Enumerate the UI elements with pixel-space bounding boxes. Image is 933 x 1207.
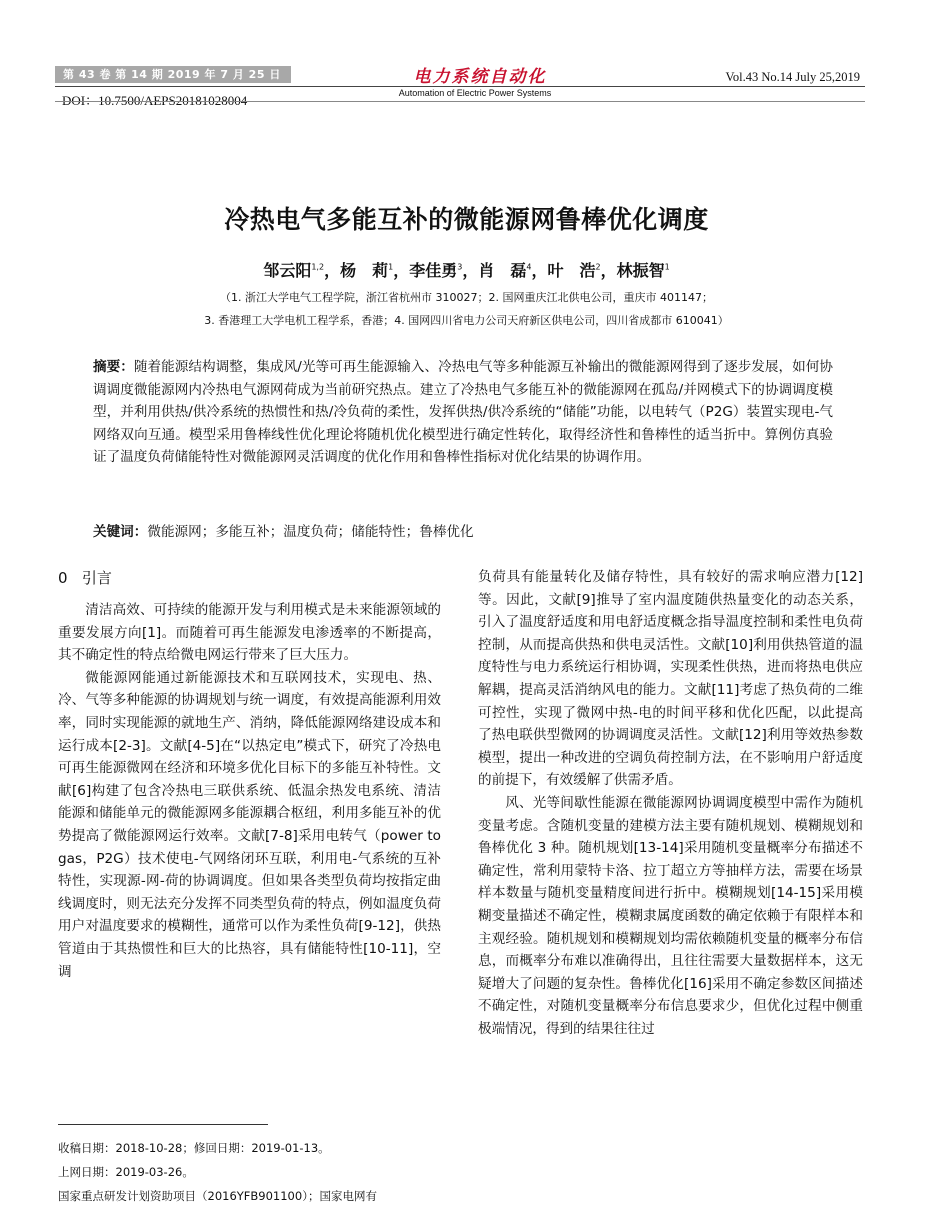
body-paragraph: 风、光等间歇性能源在微能源网协调调度模型中需作为随机变量考虑。含随机变量的建模方法主要有随机规划、模糊规划和鲁棒优化 3 种。随机规划[13-14]采用随机变量概率分布描述不确定性，常利用蒙特卡洛、拉丁超立方等抽样方法，需要在场景样本数量与随机变量精度间进行折中。模糊规划[14-15]采用模糊变量描述不确定性，模糊隶属度函数的确定依赖于有限样本和主观经验。随机规划和模糊规划均需依赖随机变量的概率分布信息，而概率分布难以准确得出，且往往需要大量数据样本，这无疑增大了问题的复杂性。鲁棒优化[16]采用不确定参数区间描述不确定性，对随机变量概率分布信息要求少，但优化过程中侧重极端情况，得到的结果往往过 [478,794,863,1037]
author-affiliation-mark: 2 [595,262,601,272]
author-affiliation-mark: 4 [526,262,532,272]
affiliation-line: （1. 浙江大学电气工程学院，浙江省杭州市 310027；2. 国网重庆江北供电公司，重庆市 401147； [220,291,713,304]
author: 杨 莉 [340,261,389,280]
author-list: 邹云阳$^{1,2}$，杨 莉$^1$，李佳勇$^3$，肖 磊$^4$，叶 浩$^2$，林振智$^1$ [263,261,670,280]
abstract [93,356,833,469]
doi[interactable]: DOI：10.7500/AEPS20181028004 [62,93,248,108]
author: 肖 磊 [478,261,527,280]
author-affiliation-mark: 1 [664,262,670,272]
author-affiliation-mark: 1 [388,262,394,272]
left-column [58,566,441,983]
issue-banner: 第 43 卷 第 14 期 2019 年 7 月 25 日 [55,66,291,83]
abstract-label: 摘要： [93,359,134,375]
affiliation-line: 3. 香港理工大学电机工程学系，香港；4. 国网四川省电力公司天府新区供电公司，四川省成都市 610041） [204,314,729,327]
author-affiliation-mark: 3 [457,262,463,272]
header-rule-bottom [55,101,865,102]
paper-title: 冷热电气多能互补的微能源网鲁棒优化调度 [224,205,709,234]
footnote-received: 收稿日期：2018-10-28；修回日期：2019-01-13。 [58,1141,330,1155]
author-affiliation-mark: 1,2 [311,262,325,272]
volume-info: Vol.43 No.14 July 25,2019 [725,70,860,84]
footnote-fund: 国家重点研发计划资助项目（2016YFB901100）；国家电网有 [58,1189,377,1203]
right-column [478,566,863,1040]
author: 邹云阳 [263,261,312,280]
section-number: 0 [58,569,68,587]
author: 林振智 [616,261,665,280]
body-paragraph: 清洁高效、可持续的能源开发与利用模式是未来能源领域的重要发展方向[1]。而随着可再生能源发电渗透率的不断提高，其不确定性的特点给微电网运行带来了巨大压力。 [58,602,441,664]
author: 李佳勇 [409,261,458,280]
author: 叶 浩 [547,261,596,280]
journal-logo: 电力系统自动化 [413,67,547,87]
body-paragraph-continued: 负荷具有能量转化及储存特性，具有较好的需求响应潜力[12]等。因此，文献[9]推导了室内温度随供热量变化的动态关系，引入了温度舒适度和用电舒适度概念指导温度控制和柔性电负荷控制，从而提高供热和供电灵活性。文献[10]利用供热管道的温度特性与电力系统运行相协调，实现柔性供热，进而将热电供应解耦，提高灵活消纳风电的能力。文献[11]考虑了热负荷的二维可控性，实现了微网中热-电的时间平移和优化匹配，以此提高了热电联供型微网的协调调度灵活性。文献[12]利用等效热参数模型，提出一种改进的空调负荷控制方法，在不影响用户舒适度的前提下，有效缓解了供需矛盾。 [478,569,863,789]
keywords-label: 关键词： [93,524,148,540]
keywords-text: 微能源网；多能互补；温度负荷；储能特性；鲁棒优化 [147,524,474,540]
footnote-rule [58,1124,268,1125]
footnote-online: 上网日期：2019-03-26。 [58,1165,194,1179]
journal-english-name: Automation of Electric Power Systems [398,88,552,98]
keywords [93,521,833,544]
section-title: 引言 [81,569,112,587]
abstract-text: 随着能源结构调整，集成风/光等可再生能源输入、冷热电气等多种能源互补输出的微能源网得到了逐步发展，如何协调调度微能源网内冷热电气源网荷成为当前研究热点。建立了冷热电气多能互补的微能源网在孤岛/并网模式下的协调调度模型，并利用供热/供冷系统的热惯性和热/冷负荷的柔性，发挥供热/供冷系统的“储能”功能，以电转气（P2G）装置实现电-气网络双向互通。模型采用鲁棒线性优化理论将随机优化模型进行确定性转化，取得经济性和鲁棒性的适当折中。算例仿真验证了温度负荷储能特性对微能源网灵活调度的优化作用和鲁棒性指标对优化结果的协调作用。 [93,359,834,465]
body-paragraph: 微能源网能通过新能源技术和互联网技术，实现电、热、冷、气等多种能源的协调规划与统一调度，有效提高能源利用效率，同时实现能源的就地生产、消纳，降低能源网络建设成本和运行成本[2-3]。文献[4-5]在“以热定电”模式下，研究了冷热电可再生能源微网在经济和环境多优化目标下的多能互补特性。文献[6]构建了包含冷热电三联供系统、低温余热发电系统、清洁能源和储能单元的微能源网多能源耦合枢纽，利用多能互补的优势提高了微能源网运行效率。文献[7-8]采用电转气（power to gas，P2G）技术使电-气网络闭环互联，利用电-气系统的互补特性，实现源-网-荷的协调调度。但如果各类型负荷均按指定曲线调度时，则无法充分发挥不同类型负荷的特点，例如温度负荷用户对温度要求的模糊性，通常可以作为柔性负荷[9-12]，供热管道由于其热惯性和巨大的比热容，具有储能特性[10-11]，空调 [58,669,441,980]
section-heading [58,566,441,590]
